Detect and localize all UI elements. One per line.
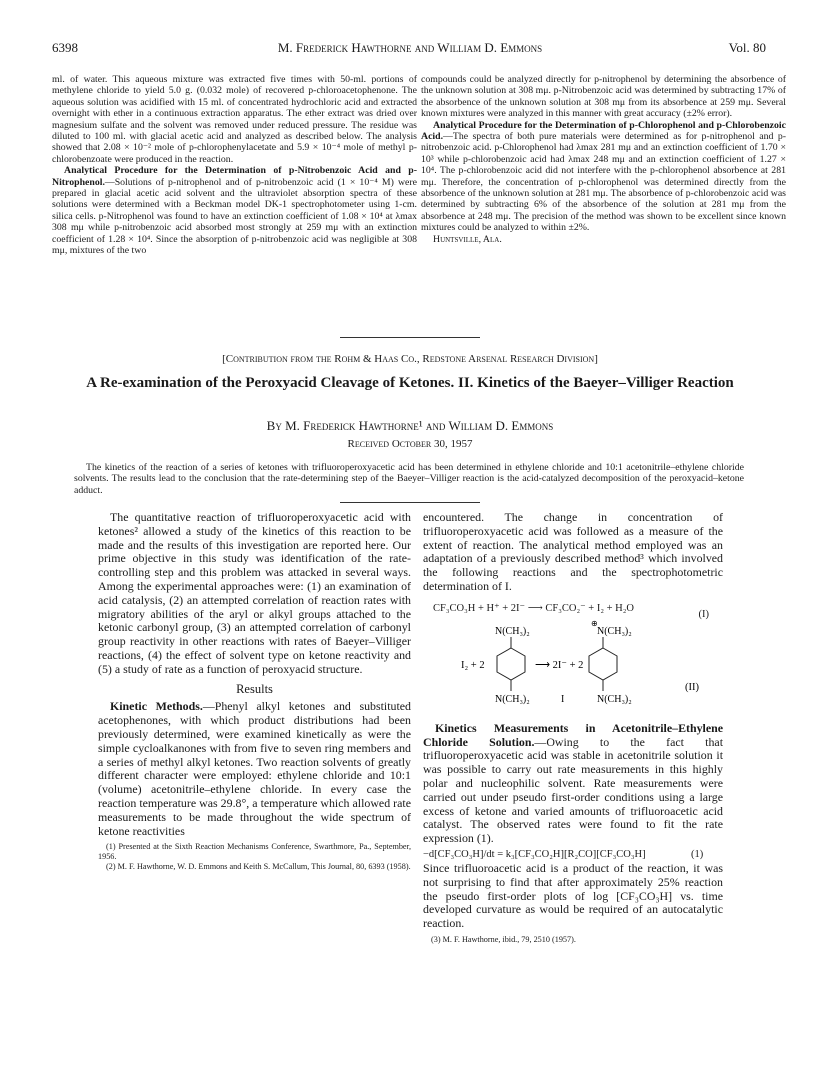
equation-text: −d[CF₃CO₃H]/dt = k₃[CF₃CO₂H][R₂CO][CF₃CO₃H]: [423, 848, 646, 860]
divider: [340, 337, 480, 338]
paragraph: [423, 722, 723, 846]
paragraph: The quantitative reaction of trifluoroperoxyacetic acid with ketones² allowed a study of the kinetics of this reaction to be made and the results of this investigation are reported here. Our prime objective in this study was identification of the rate-controlling step and this problem was attacked in several ways. Among the experimental approaches were: (1) an examination of acid catalysis, (2) an attempted correlation of reaction rates with migratory abilities of the aryl or alkyl groups attached to the ketonic carbonyl group, (3) an attempted correlation of carbonyl group reactivity in other reactions with rates of Baeyer–Villiger reactions, (4) the effect of solvent type on ketone reactivity and (5) a study of rate as a function of peroxyacid structure.: [98, 510, 411, 676]
main-left-column: [98, 511, 411, 872]
equation-label: (II): [685, 681, 699, 693]
paragraph-heading: Analytical Procedure for the Determination of p-Chlorophenol and p-Chlorobenzoic Acid.: [421, 119, 786, 143]
abstract: The kinetics of the reaction of a series of ketones with trifluoroperoxyacetic acid has been determined in ethylene chloride and 10:1 acetonitrile–ethylene chloride solvents. The results lead to the conclusion that the rate-determining step of the Baeyer–Villiger reaction is the acid-catalyzed decomposition of the peroxyacid–ketone adduct.: [74, 462, 744, 496]
paragraph: [52, 165, 417, 256]
paragraph: Since trifluoroacetic acid is a product of the reaction, it was not surprising to find that after approximately 25% reaction the pseudo first-order plots of log [CF₃CO₃H] vs. time developed curvature as would be required of an autocatalytic reaction.: [423, 860, 723, 931]
reaction-arrow: ⟶ 2I⁻ + 2: [535, 659, 584, 671]
paragraph-heading: Analytical Procedure for the Determination of p-Nitrobenzoic Acid and p-Nitrophenol.: [52, 165, 417, 188]
dimethylamino-label: N(CH₃)₂: [597, 625, 632, 637]
paragraph-text: —Solutions of p-nitrophenol and of p-nitrobenzoic acid (1 × 10⁻⁴ M) were prepared in glacial acetic acid solvent and the ultraviolet absorption spectra of these solutions were determined with a Beckman model DK-1 spectrophotometer using 1-cm. silica cells. p-Nitrophenol was found to have an extinction coefficient of 1.08 × 10⁴ at λmax 308 mμ while p-nitrobenzoic acid absorbed most strongly at 259 mμ with an extinction coefficient of 1.28 × 10⁴. Since the absorption of p-nitrobenzoic acid was negligible at 308 mμ, mixtures of the two: [52, 176, 417, 257]
iodine-reactant: I₂ + 2: [461, 659, 485, 671]
running-title: M. Frederick Hawthorne and William D. Emmons: [277, 40, 543, 55]
volume-number: Vol. 80: [728, 40, 766, 55]
footnote: (3) M. F. Hawthorne, ibid., 79, 2510 (1957).: [431, 934, 576, 944]
dimethylamino-label: N(CH₃)₂: [495, 693, 530, 705]
page-number: 6398: [52, 40, 78, 55]
paragraph-text: —The spectra of both pure materials were determined as for p-nitrophenol and p-nitrobenzoic acid. p-Chlorophenol had λmax 281 mμ and an extinction coefficient of 1.70 × 10³ while p-chlorobenzoic acid had λmax 248 mμ and an extinction coefficient of 1.27 × 10⁴. The p-chlorobenzoic acid did not interfere with the p-chlorophenol absorbence at 281 mμ. Therefore, the concentration of p-chlorophenol was determined directly from the absorbence of the unknown solution at 281 mμ. The absorbence of p-chlorobenzoic acid was determined by subtracting 6% of the absorbence of the solution at 281 mμ from the absorbence at 248 mμ. The precision of the method was shown to be excellent since known mixtures could be analyzed to within ±2%.: [421, 131, 786, 234]
rate-equation: [423, 846, 723, 862]
paragraph: encountered. The change in concentration of trifluoroperoxyacetic acid was followed as a measure of the extent of reaction. The analytical method employed was an adaptation of a previously described method³ which involved the following reactions and the spectrophotometric determination of I.: [423, 510, 723, 593]
main-right-column: [423, 511, 723, 945]
radical-cation-mark: ⊕: [591, 619, 598, 628]
benzene-ring-reactant: [497, 648, 525, 680]
dimethylamino-label: N(CH₃)₂: [495, 625, 530, 637]
paragraph-heading: Kinetic Methods.: [110, 699, 203, 714]
dimethylamino-label: N(CH₃)₂: [597, 693, 632, 705]
equation-1: [423, 600, 723, 620]
footnotes: [98, 842, 411, 872]
paragraph: [421, 120, 786, 234]
location: Huntsville, Ala.: [433, 233, 502, 245]
paragraph: ml. of water. This aqueous mixture was extracted five times with 50-ml. portions of methylene chloride to yield 5.0 g. (0.032 mole) of recovered p-chloroacetophenone. The aqueous solution was acidified with 15 ml. of concentrated hydrochloric acid and extracted overnight with ether in a continuous extraction apparatus. The ether extract was dried over magnesium sulfate and the solvent was removed under reduced pressure. The residue was diluted to 100 ml. with glacial acetic acid and analyzed as described below. The analysis showed that 2.08 × 10⁻² mole of p-chlorophenylacetate and 5.9 × 10⁻⁴ mole of methyl p-chlorobenzoate were produced in the reaction.: [52, 74, 417, 165]
equation-text: CF₃CO₃H + H⁺ + 2I⁻ ⟶ CF₃CO₂⁻ + I₂ + H₂O: [433, 602, 635, 614]
received-date: Received October 30, 1957: [347, 438, 473, 450]
paragraph-heading: Kinetics Measurements in Acetonitrile–Ethylene Chloride Solution.: [423, 720, 723, 749]
article-title: A Re-examination of the Peroxyacid Cleavage of Ketones. II. Kinetics of the Baeyer–Villiger Reaction: [86, 375, 734, 391]
equation-label: (1): [691, 848, 704, 860]
equation-label: (I): [698, 608, 709, 620]
byline: By M. Frederick Hawthorne¹ and William D. Emmons: [266, 418, 554, 433]
section-heading-results: Results: [236, 681, 273, 696]
footnote: (1) Presented at the Sixth Reaction Mechanisms Conference, Swarthmore, Pa., September, 1956.: [98, 842, 411, 862]
benzene-ring-product: [589, 648, 617, 680]
top-left-column: [52, 74, 417, 257]
footnotes: [423, 935, 723, 945]
top-right-column: [421, 74, 786, 245]
product-label-i: I: [561, 693, 565, 705]
equation-2-diagram: [423, 620, 723, 720]
paragraph: compounds could be analyzed directly for p-nitrophenol by determining the absorbence of the unknown solution at 308 mμ. p-Nitrobenzoic acid was determined by subtracting 17% of the absorbence of the unknown solution at 308 mμ from its absorbence at 259 mμ. Several known mixtures were analyzed in this manner with great accuracy (±2% error).: [421, 74, 786, 120]
divider: [340, 502, 480, 503]
footnote: (2) M. F. Hawthorne, W. D. Emmons and Keith S. McCallum, This Journal, 80, 6393 (1958).: [106, 862, 411, 872]
contribution-line: [Contribution from the Rohm & Haas Co., Redstone Arsenal Research Division]: [222, 353, 598, 365]
paragraph-text: —Owing to the fact that trifluoroperoxyacetic acid was stable in acetonitrile solution it was possible to carry out rate measurements in this highly polar and nucleophilic solvent. Rate measurements were carried out under pseudo first-order conditions using a large excess of ketone and varied amounts of trifluoroacetic acid catalyst. The observed rates were found to fit the rate expression (1).: [423, 734, 723, 846]
paragraph-text: —Phenyl alkyl ketones and substituted acetophenones, with which product distributions had been previously determined, were examined kinetically as were the simple cycloalkanones with from five to seven ring members and a series of methyl alkyl ketones. Two reaction solvents of greatly different character were employed: ethylene chloride and 10:1 (volume) acetonitrile–ethylene chloride. In every case the reaction temperature was 29.8°, a temperature which allowed rate measurements to be made throughout the wide spectrum of ketone reactivities: [98, 699, 411, 838]
paragraph: [98, 700, 411, 838]
